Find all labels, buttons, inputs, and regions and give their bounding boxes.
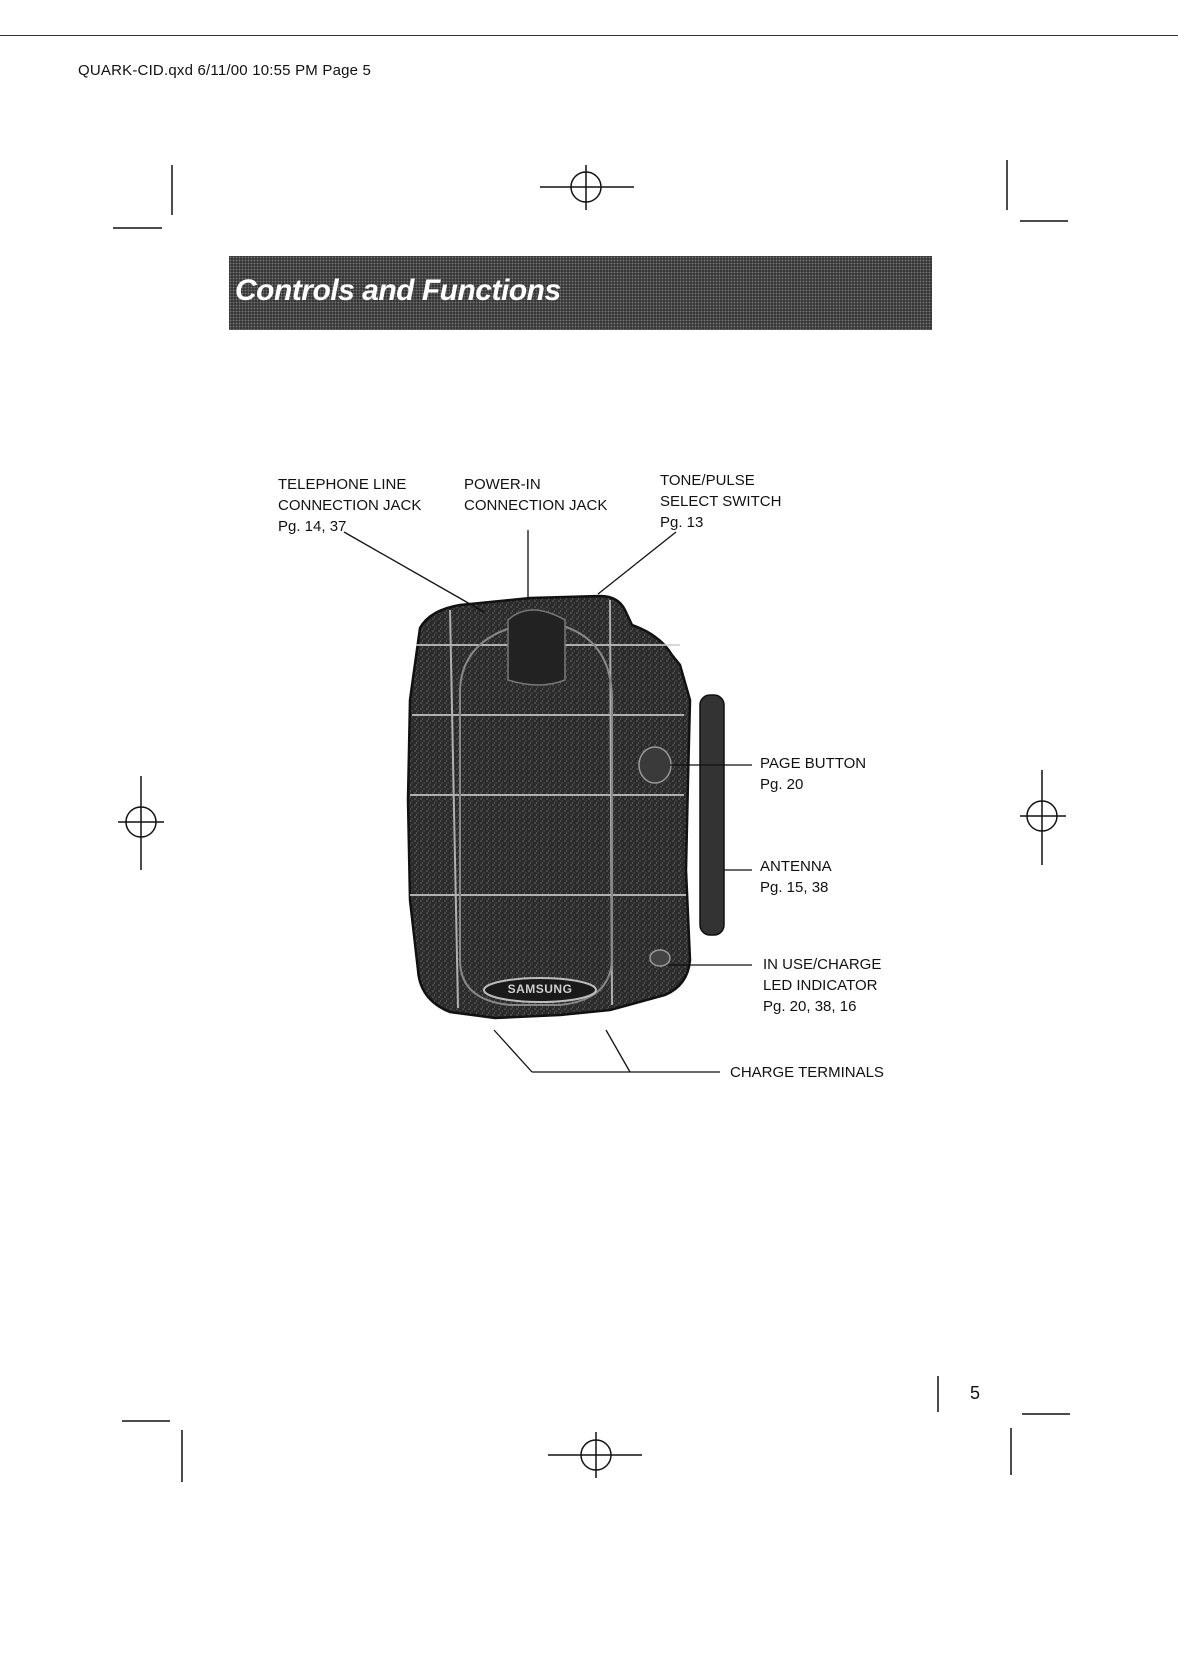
callout-page-ref: Pg. 20, 38, 16 (763, 998, 857, 1015)
callout-line: PAGE BUTTON (760, 755, 867, 772)
callout-line: CONNECTION JACK (278, 497, 422, 514)
callout-charge-terminals (730, 1062, 884, 1083)
antenna-shape (700, 695, 724, 935)
callout-line: SELECT SWITCH (660, 493, 782, 510)
callout-power-in-jack (464, 474, 607, 516)
callout-tone-pulse-switch (660, 470, 781, 533)
callout-in-use-led (763, 954, 881, 1017)
leader-telephone-jack (344, 532, 484, 612)
callout-antenna (760, 856, 832, 898)
brand-logo: SAMSUNG (507, 982, 573, 996)
callout-page-ref: Pg. 20 (760, 776, 804, 793)
callout-line: TONE/PULSE (660, 472, 755, 489)
page-number: 5 (970, 1383, 981, 1403)
leader-tone-switch (598, 532, 676, 594)
file-slug: QUARK-CID.qxd 6/11/00 10:55 PM Page 5 (78, 62, 372, 79)
callout-line: ANTENNA (760, 858, 832, 875)
section-title: Controls and Functions (235, 274, 561, 307)
callout-line: CHARGE TERMINALS (730, 1064, 884, 1081)
callout-page-ref: Pg. 13 (660, 514, 704, 531)
jack-housing (508, 610, 565, 685)
callout-line: POWER-IN (464, 476, 541, 493)
led-indicator-shape (650, 950, 670, 966)
callout-line: IN USE/CHARGE (763, 956, 882, 973)
leader-charge-2 (606, 1030, 630, 1072)
page-button-shape (639, 747, 671, 783)
callout-telephone-line-jack (278, 474, 421, 537)
callout-line: TELEPHONE LINE (278, 476, 407, 493)
callout-page-ref: Pg. 14, 37 (278, 518, 347, 535)
callout-line: LED INDICATOR (763, 977, 878, 994)
callout-page-ref: Pg. 15, 38 (760, 879, 829, 896)
leader-charge-1 (494, 1030, 532, 1072)
callout-page-button (760, 753, 866, 795)
callout-line: CONNECTION JACK (464, 497, 608, 514)
